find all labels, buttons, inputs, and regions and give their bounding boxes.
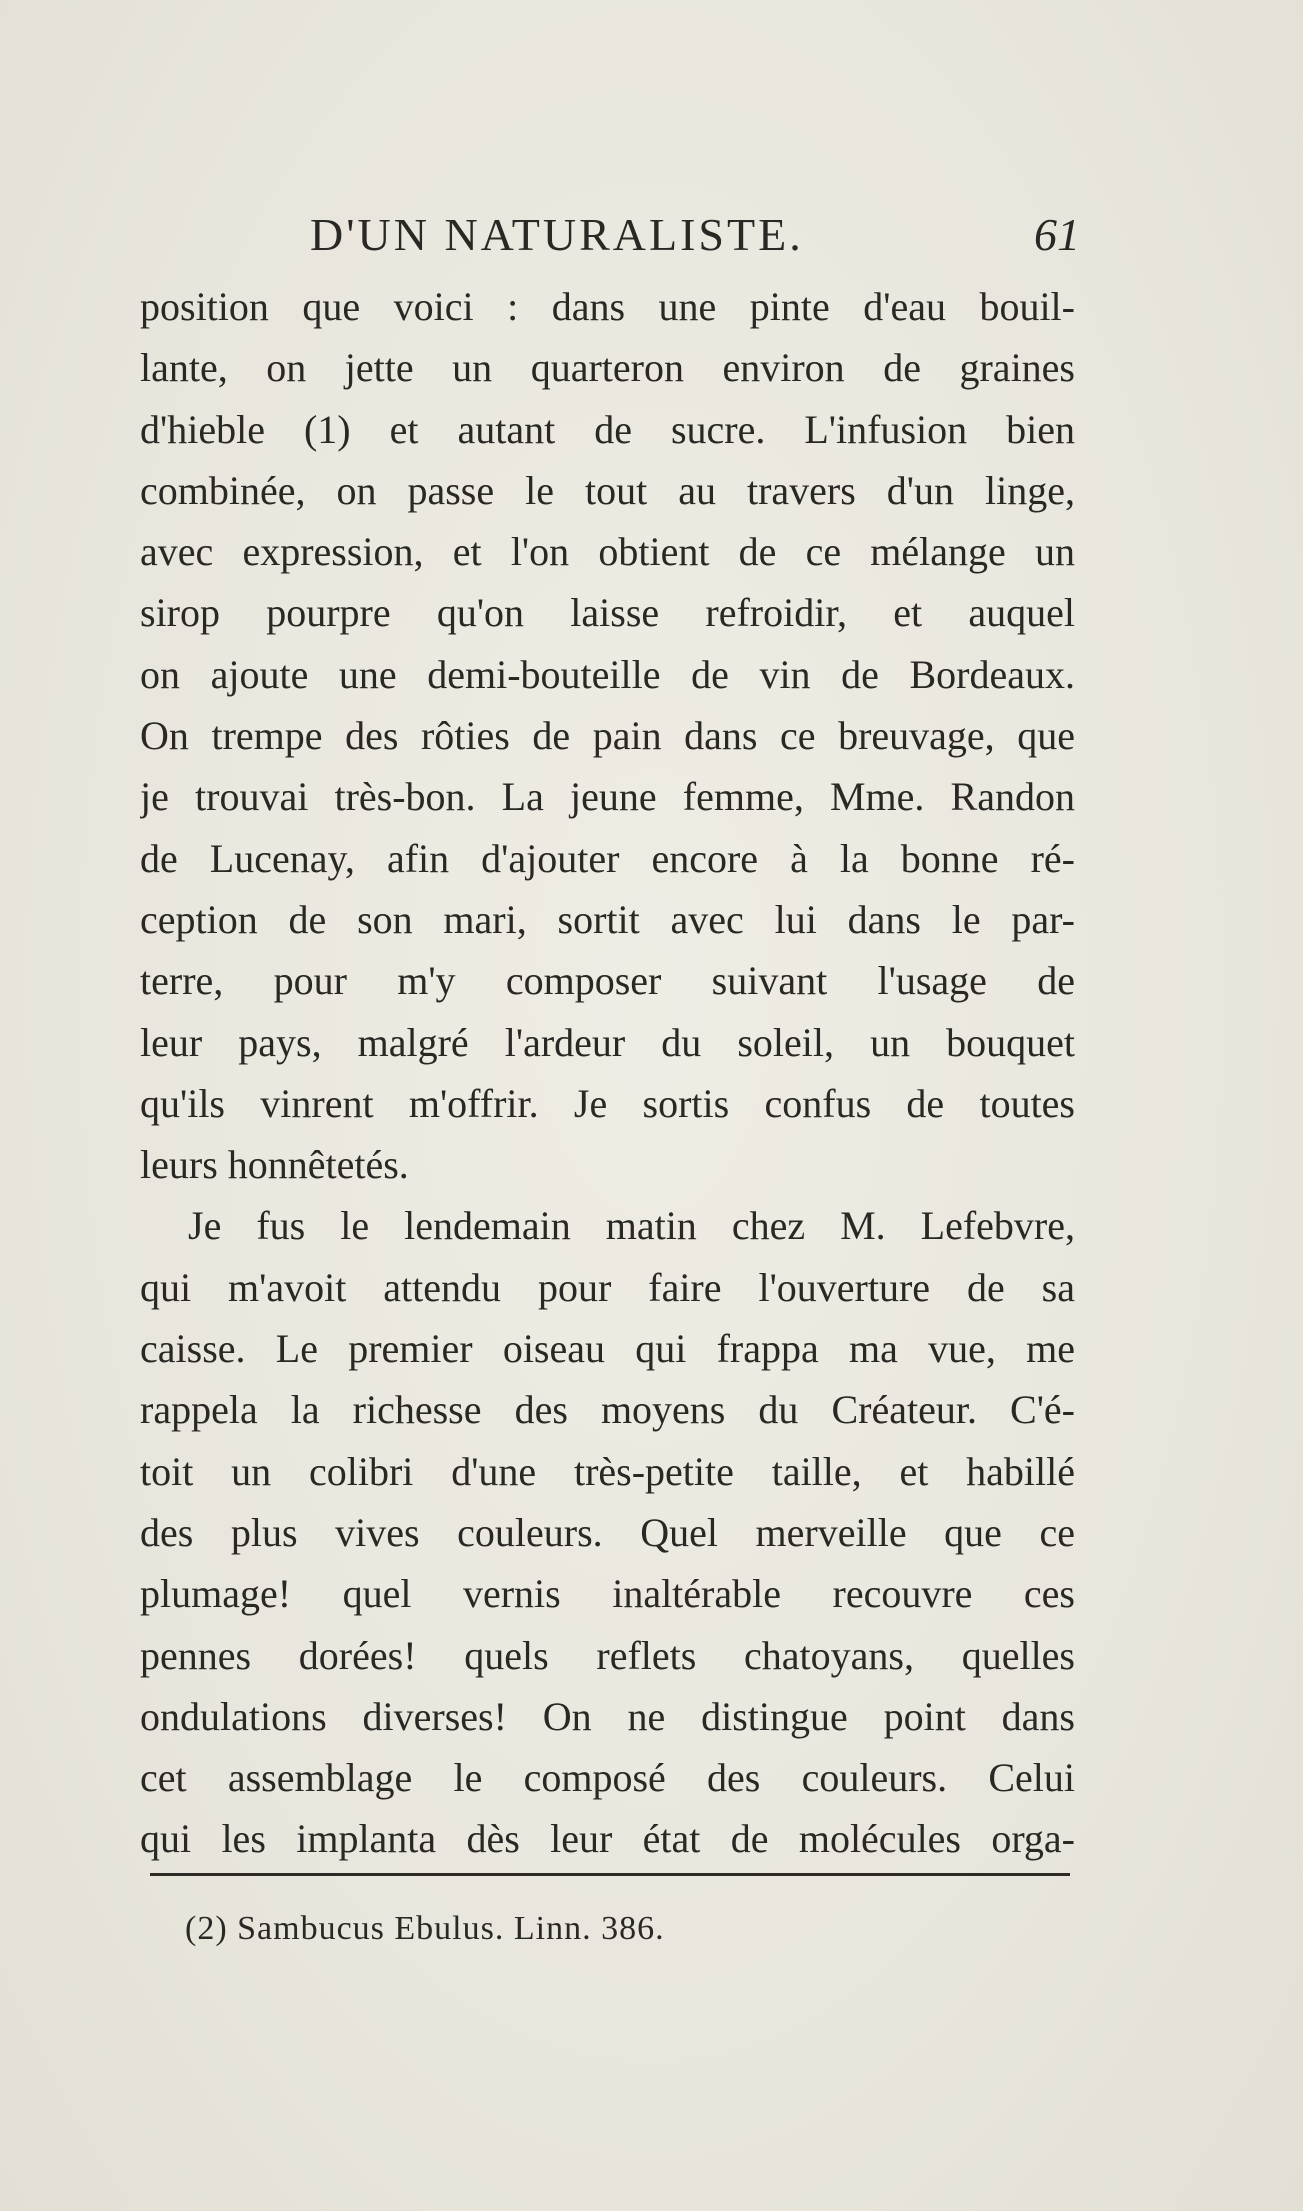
text-line: ondulations diverses! On ne distingue point dans [140, 1693, 1075, 1739]
text-line: ception de son mari, sortit avec lui dans le par- [140, 896, 1075, 942]
text-line: On trempe des rôties de pain dans ce breuvage, que [140, 713, 1075, 759]
text-line: leur pays, malgré l'ardeur du soleil, un bouquet [140, 1019, 1075, 1065]
text-line: Je fus le lendemain matin chez M. Lefebvre, [188, 1203, 1075, 1249]
footnote: (2) Sambucus Ebulus. Linn. 386. [185, 1910, 665, 1947]
text-line: cet assemblage le composé des couleurs. Celui [140, 1755, 1075, 1801]
text-line: caisse. Le premier oiseau qui frappa ma vue, me [140, 1326, 1075, 1372]
text-line: avec expression, et l'on obtient de ce mélange un [140, 529, 1075, 575]
text-line: sirop pourpre qu'on laisse refroidir, et auquel [140, 590, 1075, 636]
text-line: de Lucenay, afin d'ajouter encore à la bonne ré- [140, 835, 1075, 881]
text-line: d'hieble (1) et autant de sucre. L'infusion bien [140, 406, 1075, 452]
text-line: qui m'avoit attendu pour faire l'ouverture de sa [140, 1264, 1075, 1310]
text-line: pennes dorées! quels reflets chatoyans, quelles [140, 1632, 1075, 1678]
text-line: terre, pour m'y composer suivant l'usage de [140, 958, 1075, 1004]
page-header [140, 208, 1080, 268]
running-head: D'UN NATURALISTE. [310, 209, 804, 260]
text-line: rappela la richesse des moyens du Créateur. C'é- [140, 1387, 1075, 1433]
text-line: position que voici : dans une pinte d'eau bouil- [140, 284, 1075, 329]
text-line: qu'ils vinrent m'offrir. Je sortis confus de toutes [140, 1080, 1075, 1126]
text-line: plumage! quel vernis inaltérable recouvre ces [140, 1571, 1075, 1617]
text-line: des plus vives couleurs. Quel merveille que ce [140, 1509, 1075, 1555]
text-line: qui les implanta dès leur état de molécules orga- [140, 1816, 1075, 1862]
body-text [140, 276, 1075, 1870]
text-line: on ajoute une demi-bouteille de vin de Bordeaux. [140, 651, 1075, 697]
text-line: lante, on jette un quarteron environ de graines [140, 345, 1075, 391]
footnote-rule [150, 1873, 1070, 1876]
text-line: je trouvai très-bon. La jeune femme, Mme. Randon [140, 774, 1075, 820]
text-line: leurs honnêtetés. [140, 1142, 409, 1188]
page-number: 61 [1034, 209, 1080, 260]
text-line: toit un colibri d'une très-petite taille, et habillé [140, 1448, 1075, 1494]
text-line: combinée, on passe le tout au travers d'un linge, [140, 467, 1075, 513]
